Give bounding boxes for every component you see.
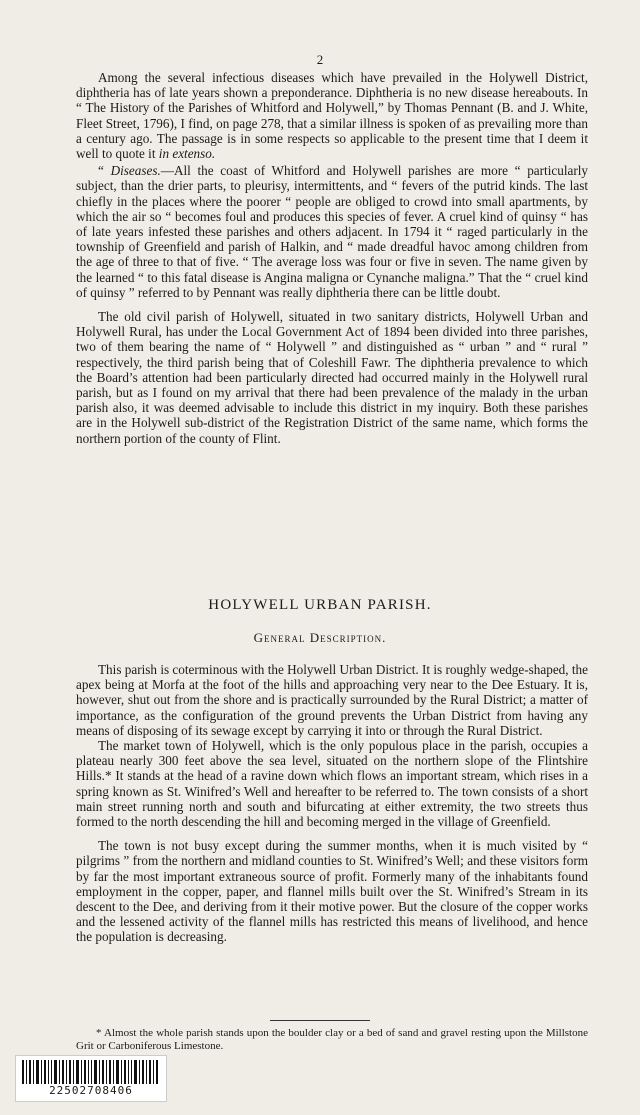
section-title: HOLYWELL URBAN PARISH. <box>208 597 432 613</box>
footnote-rule <box>270 1020 370 1021</box>
intro-paragraph-1 <box>76 70 588 161</box>
intro-text <box>76 70 588 446</box>
quote-heading: Diseases. <box>110 163 161 179</box>
intro-paragraph-1-italic: in extenso. <box>158 146 216 162</box>
page-number: 2 <box>316 52 324 67</box>
quote-open-mark: “ <box>98 163 111 179</box>
pennant-quotation <box>76 163 588 300</box>
footnote <box>76 1027 588 1053</box>
section-subtitle: General Description. <box>253 630 387 645</box>
section-text <box>76 662 588 945</box>
barcode-number: 22502708406 <box>49 1084 133 1097</box>
library-barcode <box>15 1055 167 1102</box>
barcode-bars-icon <box>22 1060 160 1084</box>
section-paragraph-2: The market town of Holywell, which is the only populous place in the parish, occupies a plateau nearly 300 feet above the sea level, situated on the northern slope of the Flintshire Hills.* It stands at the head of a ravine down which flows an important stream, which rises in a spring known as St. Winifred’s Well and hereafter to be referred to. The town consists of a short main street running north and south and bifurcating at either extremity, the two streets thus formed to the north descending the hill and becoming merged in the village of Greenfield. <box>76 738 588 830</box>
section-paragraph-3: The town is not busy except during the summer months, when it is much visited by “ pilgrims ” from the northern and midland counties to St. Winifred’s Well; and these visitors form by far the most important extraneous source of profit. Formerly many of the inhabitants found employment in the copper, paper, and flannel mills built over the St. Winifred’s Stream in its descent to the Dee, and deriving from it their motive power. But the closure of the copper works and the lessened activity of the flannel mills has restricted this means of livelihood, and hence the population is decreasing. <box>76 838 588 945</box>
intro-paragraph-2: The old civil parish of Holywell, situated in two sanitary districts, Holywell Urban and Holywell Rural, has under the Local Government Act of 1894 been divided into three parishes, two of them bearing the name of “ Holywell ” and distinguished as “ urban ” and “ rural ” respectively, the third parish being that of Coleshill Fawr. The diphtheria prevalence to which the Board’s attention had been particularly directed had occurred mainly in the Holywell rural parish, but as I found on my arrival that there had been prevalence of the malady in the urban parish also, it was deemed advisable to include this district in my inquiry. Both these parishes are in the Holywell sub-district of the Registration District of the same name, which forms the northern portion of the county of Flint. <box>76 309 588 446</box>
section-paragraph-1: This parish is coterminous with the Holywell Urban District. It is roughly wedge-shaped, the apex being at Morfa at the foot of the hills and approaching very near to the Dee Estuary. It is, however, shut out from the shore and is practically surrounded by the Rural District; a matter of importance, as the configuration of the ground prevents the Urban District from having any means of disposing of its sewage except by carrying it into or through the Rural District. <box>76 662 588 738</box>
intro-paragraph-1-text: Among the several infectious diseases which have prevailed in the Holywell District, diphtheria has of late years shown a preponderance. Diphtheria is no new disease hereabouts. In “ The History of the Parishes of Whitford and Holywell,” by Thomas Pennant (B. and J. White, Fleet Street, 1796), I find, on page 278, that a similar illness is spoken of as prevailing more than a century ago. The passage is in some respects so applicable to the present time that I deem it well to quote it <box>76 70 588 162</box>
quote-body: —All the coast of Whitford and Holywell parishes are more “ particularly subject, than the drier parts, to pleurisy, intermittents, and “ fevers of the putrid kinds. The last chiefly in the places where the poorer “ people are obliged to crowd into small apartments, by which the air so “ becomes foul and produces this species of fever. A cruel kind of quinsy “ has of late years infested these parishes and others adjacent. In 1794 it “ raged particularly in the township of Greenfield and parish of Halkin, and “ made dreadful havoc among children from the age of three to that of five. “ The average loss was four or five in seven. The name given by the learned “ to this fatal disease is Angina maligna or Cynanche maligna.” That the “ cruel kind of quinsy ” referred to by Pennant was really diphtheria there can be little doubt. <box>76 163 588 300</box>
footnote-text: * Almost the whole parish stands upon the boulder clay or a bed of sand and gravel resting upon the Millstone Grit or Carboniferous Limestone. <box>76 1027 588 1052</box>
